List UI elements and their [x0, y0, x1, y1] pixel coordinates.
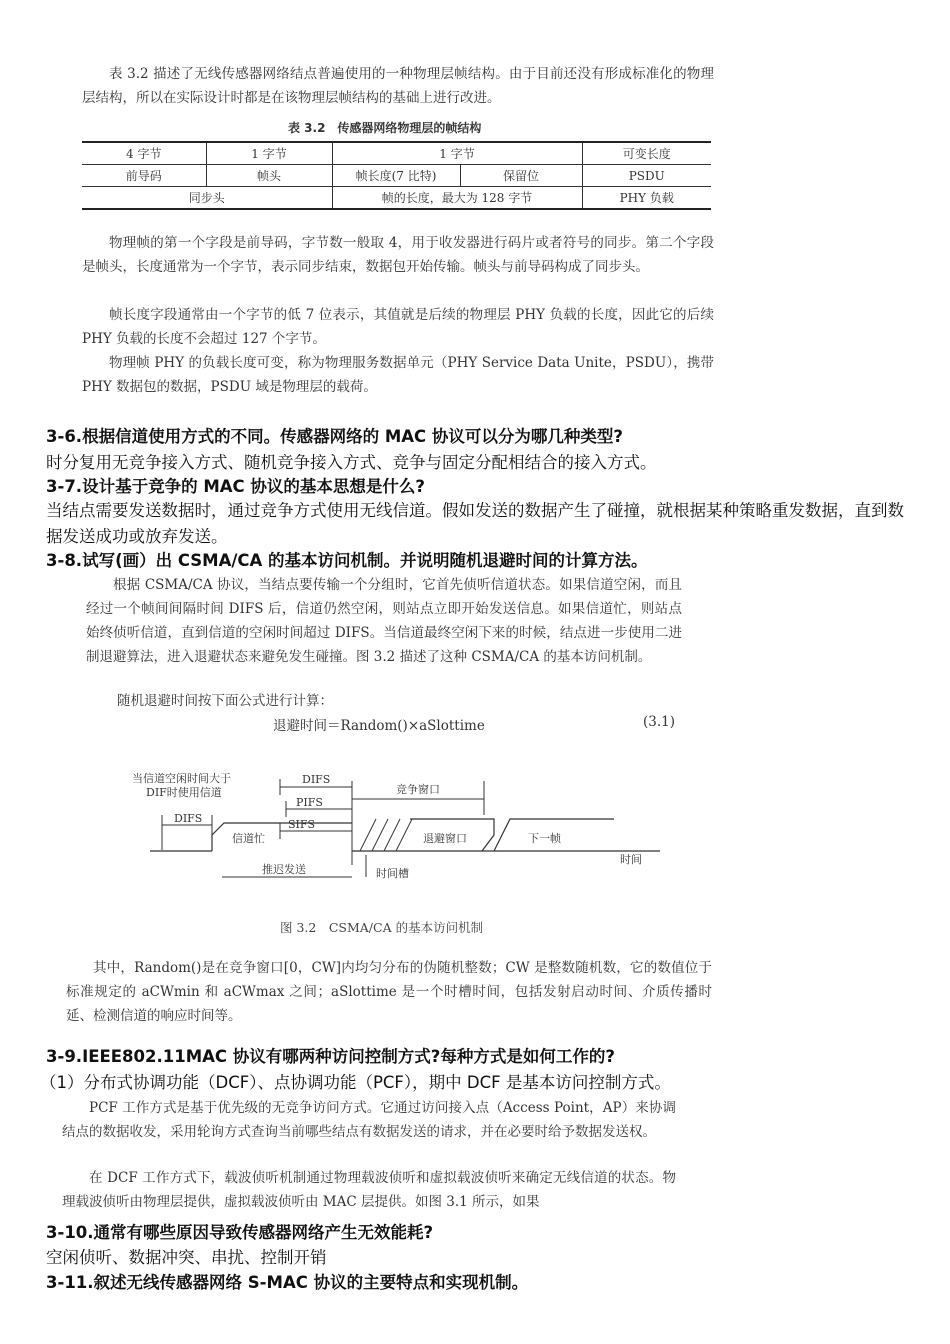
table-row [82, 187, 711, 210]
intro-paragraph: 表 3.2 描述了无线传感器网络结点普遍使用的一种物理层帧结构。由于目前还没有形成标准化的物理层结构，所以在实际设计时都是在该物理层帧结构的基础上进行改进。 [82, 66, 714, 106]
slot-marks [360, 819, 412, 851]
slot-label: 时间槽 [376, 867, 409, 880]
table-cell: 1 字节 [332, 142, 582, 165]
table-cell: 可变长度 [582, 142, 711, 165]
idle-label-line2: DIF时使用信道 [146, 786, 222, 799]
frame-structure-table [82, 141, 711, 210]
table-cell: 帧长度(7 比特) [332, 165, 460, 187]
question-3-9: 3-9.IEEE802.11MAC 协议有哪两种访问控制方式?每种方式是如何工作的? [46, 1047, 615, 1066]
busy-label: 信道忙 [232, 832, 265, 845]
question-3-10: 3-10.通常有哪些原因导致传感器网络产生无效能耗? [46, 1223, 434, 1242]
pcf-paragraph: PCF 工作方式是基于优先级的无竞争访问方式。它通过访问接入点（Access Point，AP）来协调结点的数据收发，采用轮询方式查询当前哪些结点有数据发送的请求，并在必要时给予数据发送权。 [62, 1100, 676, 1140]
frame-paragraph-2: 帧长度字段通常由一个字节的低 7 位表示，其值就是后续的物理层 PHY 负载的长度，因此它的后续 PHY 负载的长度不会超过 127 个字节。 [82, 307, 714, 347]
question-3-7: 3-7.设计基于竞争的 MAC 协议的基本思想是什么? [46, 477, 425, 496]
pifs-label: PIFS [296, 796, 323, 809]
figure-caption: 图 3.2 CSMA/CA 的基本访问机制 [280, 920, 484, 935]
answer-3-6: 时分复用无竞争接入方式、随机竞争接入方式、竞争与固定分配相结合的接入方式。 [46, 453, 657, 472]
frame-paragraph-3: 物理帧 PHY 的负载长度可变，称为物理服务数据单元（PHY Service Data Unite，PSDU），携带 PHY 数据包的数据，PSDU 域是物理层的载荷。 [82, 355, 714, 395]
sifs-label: SIFS [288, 818, 316, 831]
csma-paragraph: 根据 CSMA/CA 协议，当结点要传输一个分组时，它首先侦听信道状态。如果信道空闲，而且经过一个帧间间隔时间 DIFS 后，信道仍然空闲，则站点立即开始发送信息。如果信道忙，则站点始终侦听信道，直到信道的空闲时间超过 DIFS。当信道最终空闲下来的时候，结点进一步使用二进制退避算法，进入退避状态来避免发生碰撞。图 3.2 描述了这种 CSMA/CA 的基本访问机制。 [86, 577, 682, 665]
table-row [82, 142, 711, 165]
table-row [82, 165, 711, 187]
answer-3-9: （1）分布式协调功能（DCF）、点协调功能（PCF），期中 DCF 是基本访问控制方式。 [40, 1073, 671, 1092]
table-cell: 1 字节 [206, 142, 332, 165]
formula-number: (3.1) [643, 714, 676, 730]
csma-ca-diagram [120, 765, 660, 910]
dcf-paragraph: 在 DCF 工作方式下，载波侦听机制通过物理载波侦听和虚拟载波侦听来确定无线信道的状态。物理载波侦听由物理层提供，虚拟载波侦听由 MAC 层提供。如图 3.1 所示，如果 [62, 1170, 676, 1210]
question-3-6: 3-6.根据信道使用方式的不同。传感器网络的 MAC 协议可以分为哪几种类型? [46, 427, 623, 446]
contention-label: 竞争窗口 [396, 783, 440, 796]
deferred-label: 推迟发送 [262, 863, 306, 876]
frame-paragraph-1: 物理帧的第一个字段是前导码，字节数一般取 4，用于收发器进行码片或者符号的同步。第二个字段是帧头，长度通常为一个字节，表示同步结束，数据包开始传输。帧头与前导码构成了同步头。 [82, 235, 714, 275]
backoff-intro: 随机退避时间按下面公式进行计算： [117, 693, 333, 709]
table-cell: 4 字节 [82, 142, 206, 165]
table-cell: PHY 负载 [582, 187, 711, 210]
table-cell: 帧头 [206, 165, 332, 187]
difs-left-label: DIFS [174, 812, 203, 825]
backoff-label: 退避窗口 [423, 832, 467, 845]
difs-top-label: DIFS [302, 773, 331, 786]
table-cell: 同步头 [82, 187, 332, 210]
question-3-8: 3-8.试写(画）出 CSMA/CA 的基本访问机制。并说明随机退避时间的计算方法。 [46, 551, 648, 570]
question-3-11: 3-11.叙述无线传感器网络 S-MAC 协议的主要特点和实现机制。 [46, 1273, 529, 1292]
time-label: 时间 [620, 853, 642, 866]
table-cell: 帧的长度，最大为 128 字节 [332, 187, 582, 210]
table-cell: 保留位 [460, 165, 582, 187]
next-frame-label: 下一帧 [528, 832, 561, 845]
table-cell: 前导码 [82, 165, 206, 187]
backoff-formula: 退避时间＝Random()×aSlottime [273, 718, 485, 734]
table-cell: PSDU [582, 165, 711, 187]
idle-label-line1: 当信道空闲时间大于 [132, 772, 231, 785]
after-figure-paragraph: 其中，Random()是在竞争窗口[0，CW]内均匀分布的伪随机整数；CW 是整数随机数，它的数值位于标准规定的 aCWmin 和 aCWmax 之间；aSlottime 是一个时槽时间，包括发射启动时间、介质传播时延、检测信道的响应时间等。 [66, 960, 712, 1024]
table-caption: 表 3.2 传感器网络物理层的帧结构 [288, 121, 482, 135]
answer-3-7: 当结点需要发送数据时，通过竞争方式使用无线信道。假如发送的数据产生了碰撞，就根据某种策略重发数据，直到数据发送成功或放弃发送。 [46, 501, 904, 546]
answer-3-10: 空闲侦听、数据冲突、串扰、控制开销 [46, 1248, 327, 1267]
